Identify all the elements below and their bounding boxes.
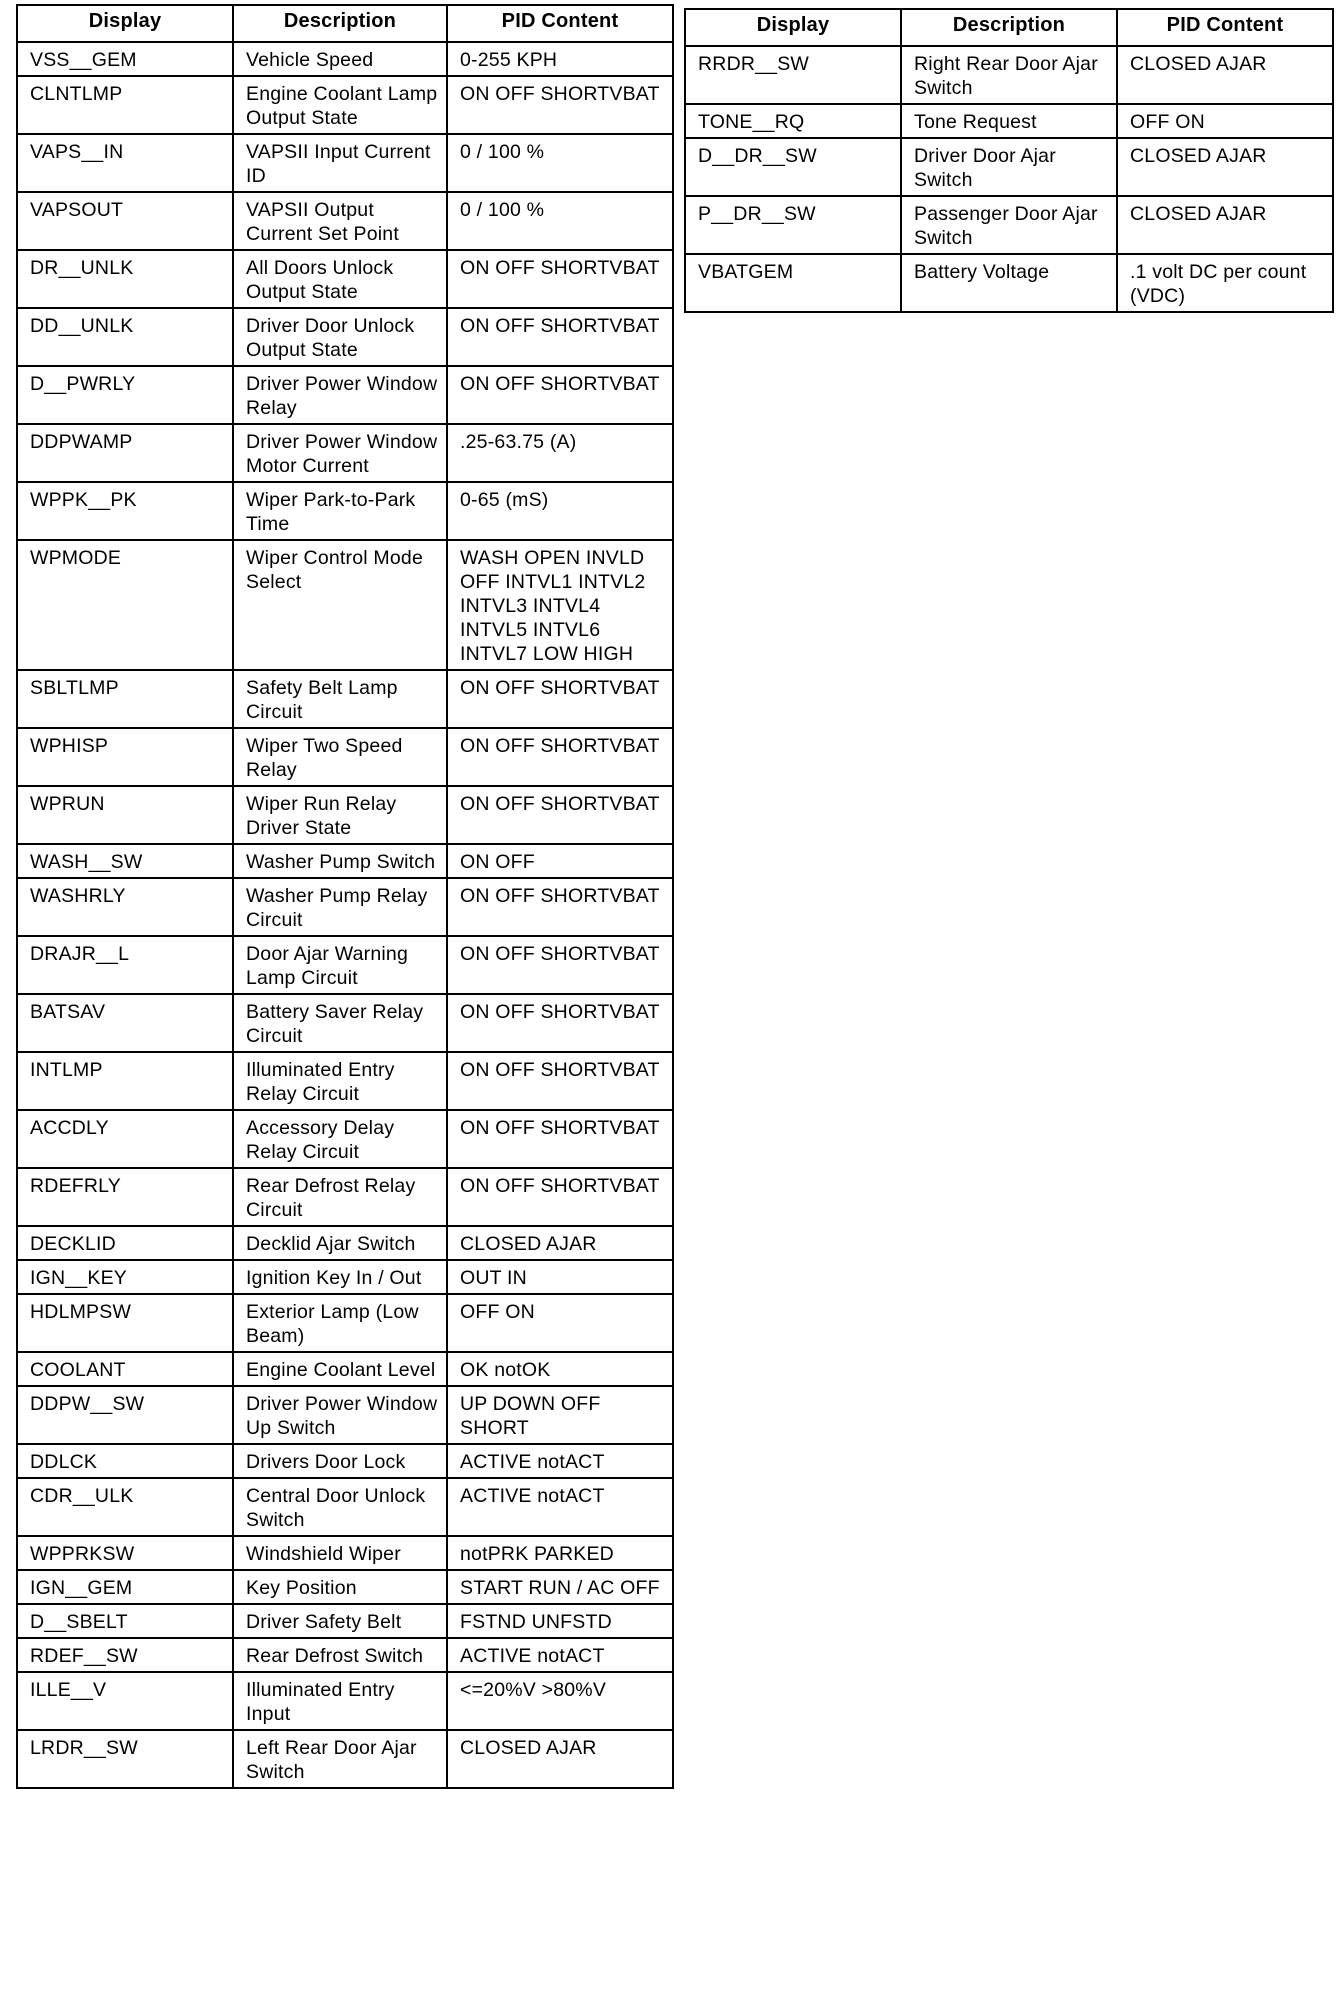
- pid-content-cell: <=20%V >80%V: [447, 1672, 673, 1730]
- description-cell: All Doors Unlock Output State: [233, 250, 447, 308]
- description-cell: Accessory Delay Relay Circuit: [233, 1110, 447, 1168]
- display-cell: RRDR__SW: [685, 46, 901, 104]
- display-cell: WPRUN: [17, 786, 233, 844]
- pid-content-cell: ACTIVE notACT: [447, 1478, 673, 1536]
- table-row: [17, 1604, 673, 1638]
- table-row: [17, 540, 673, 670]
- display-cell: WPMODE: [17, 540, 233, 670]
- description-cell: Rear Defrost Relay Circuit: [233, 1168, 447, 1226]
- pid-content-cell: START RUN / AC OFF: [447, 1570, 673, 1604]
- description-cell: Washer Pump Relay Circuit: [233, 878, 447, 936]
- description-cell: Wiper Park-to-Park Time: [233, 482, 447, 540]
- description-cell: Engine Coolant Level: [233, 1352, 447, 1386]
- display-column-header: Display: [17, 5, 233, 42]
- pid-content-cell: UP DOWN OFF SHORT: [447, 1386, 673, 1444]
- table-row: [17, 1226, 673, 1260]
- display-cell: HDLMPSW: [17, 1294, 233, 1352]
- description-cell: Vehicle Speed: [233, 42, 447, 76]
- pid-content-cell: ON OFF SHORTVBAT: [447, 728, 673, 786]
- table-row: [17, 134, 673, 192]
- display-cell: P__DR__SW: [685, 196, 901, 254]
- description-cell: Wiper Run Relay Driver State: [233, 786, 447, 844]
- description-cell: Driver Power Window Motor Current: [233, 424, 447, 482]
- table-row: [17, 250, 673, 308]
- pid-content-cell: ACTIVE notACT: [447, 1638, 673, 1672]
- table-row: [17, 1444, 673, 1478]
- table-row: [17, 1260, 673, 1294]
- description-cell: Engine Coolant Lamp Output State: [233, 76, 447, 134]
- table-row: [17, 728, 673, 786]
- pid-content-cell: ON OFF SHORTVBAT: [447, 786, 673, 844]
- pid-content-cell: CLOSED AJAR: [1117, 46, 1333, 104]
- display-cell: D__SBELT: [17, 1604, 233, 1638]
- description-cell: Driver Door Ajar Switch: [901, 138, 1117, 196]
- table-row: [17, 936, 673, 994]
- pid-content-cell: 0 / 100 %: [447, 134, 673, 192]
- pid-content-cell: 0-65 (mS): [447, 482, 673, 540]
- table-row: [17, 1168, 673, 1226]
- display-cell: WPPRKSW: [17, 1536, 233, 1570]
- display-cell: RDEF__SW: [17, 1638, 233, 1672]
- pid-content-cell: 0 / 100 %: [447, 192, 673, 250]
- table-row: [685, 254, 1333, 312]
- display-cell: DDLCK: [17, 1444, 233, 1478]
- display-cell: ILLE__V: [17, 1672, 233, 1730]
- table-row: [17, 1386, 673, 1444]
- description-column-header: Description: [901, 9, 1117, 46]
- pid-content-cell: ON OFF SHORTVBAT: [447, 936, 673, 994]
- pid-content-cell: CLOSED AJAR: [1117, 138, 1333, 196]
- description-cell: Wiper Two Speed Relay: [233, 728, 447, 786]
- table-row: [685, 138, 1333, 196]
- pid-content-column-header: PID Content: [447, 5, 673, 42]
- pid-content-column-header: PID Content: [1117, 9, 1333, 46]
- table-row: [17, 844, 673, 878]
- display-cell: D__PWRLY: [17, 366, 233, 424]
- table-row: [17, 308, 673, 366]
- display-cell: DDPWAMP: [17, 424, 233, 482]
- pid-content-cell: WASH OPEN INVLD OFF INTVL1 INTVL2 INTVL3 INTVL4 INTVL5 INTVL6 INTVL7 LOW HIGH: [447, 540, 673, 670]
- pid-content-cell: CLOSED AJAR: [447, 1730, 673, 1788]
- display-cell: VAPSOUT: [17, 192, 233, 250]
- pid-content-cell: ON OFF: [447, 844, 673, 878]
- description-cell: VAPSII Output Current Set Point: [233, 192, 447, 250]
- pid-content-cell: ON OFF SHORTVBAT: [447, 670, 673, 728]
- display-cell: VAPS__IN: [17, 134, 233, 192]
- display-cell: CLNTLMP: [17, 76, 233, 134]
- description-cell: Windshield Wiper: [233, 1536, 447, 1570]
- table-row: [17, 1730, 673, 1788]
- pid-content-cell: ON OFF SHORTVBAT: [447, 878, 673, 936]
- description-cell: Driver Safety Belt: [233, 1604, 447, 1638]
- table-row: [17, 1352, 673, 1386]
- description-cell: Passenger Door Ajar Switch: [901, 196, 1117, 254]
- table-row: [17, 42, 673, 76]
- table-row: [685, 196, 1333, 254]
- display-cell: WPPK__PK: [17, 482, 233, 540]
- description-cell: Driver Power Window Relay: [233, 366, 447, 424]
- description-cell: Illuminated Entry Input: [233, 1672, 447, 1730]
- description-cell: Driver Door Unlock Output State: [233, 308, 447, 366]
- display-cell: DDPW__SW: [17, 1386, 233, 1444]
- description-cell: Drivers Door Lock: [233, 1444, 447, 1478]
- header-row: [17, 5, 673, 42]
- display-cell: DECKLID: [17, 1226, 233, 1260]
- display-cell: WPHISP: [17, 728, 233, 786]
- header-row: [685, 9, 1333, 46]
- description-cell: VAPSII Input Current ID: [233, 134, 447, 192]
- description-cell: Central Door Unlock Switch: [233, 1478, 447, 1536]
- display-cell: VBATGEM: [685, 254, 901, 312]
- pid-table-right: [684, 8, 1334, 313]
- description-cell: Exterior Lamp (Low Beam): [233, 1294, 447, 1352]
- pid-content-cell: ON OFF SHORTVBAT: [447, 1110, 673, 1168]
- display-cell: RDEFRLY: [17, 1168, 233, 1226]
- pid-content-cell: CLOSED AJAR: [447, 1226, 673, 1260]
- table-row: [17, 424, 673, 482]
- description-cell: Decklid Ajar Switch: [233, 1226, 447, 1260]
- description-cell: Wiper Control Mode Select: [233, 540, 447, 670]
- pid-content-cell: ON OFF SHORTVBAT: [447, 308, 673, 366]
- description-cell: Tone Request: [901, 104, 1117, 138]
- pid-content-cell: ON OFF SHORTVBAT: [447, 76, 673, 134]
- pid-content-cell: CLOSED AJAR: [1117, 196, 1333, 254]
- display-cell: LRDR__SW: [17, 1730, 233, 1788]
- description-cell: Door Ajar Warning Lamp Circuit: [233, 936, 447, 994]
- pid-content-cell: ON OFF SHORTVBAT: [447, 994, 673, 1052]
- table-row: [17, 786, 673, 844]
- table-row: [17, 878, 673, 936]
- table-row: [17, 1638, 673, 1672]
- table-row: [17, 1478, 673, 1536]
- pid-content-cell: ON OFF SHORTVBAT: [447, 1168, 673, 1226]
- display-cell: INTLMP: [17, 1052, 233, 1110]
- display-cell: IGN__GEM: [17, 1570, 233, 1604]
- table-row: [17, 1052, 673, 1110]
- table-row: [17, 670, 673, 728]
- display-cell: DRAJR__L: [17, 936, 233, 994]
- display-cell: D__DR__SW: [685, 138, 901, 196]
- description-cell: Ignition Key In / Out: [233, 1260, 447, 1294]
- display-cell: DR__UNLK: [17, 250, 233, 308]
- description-cell: Driver Power Window Up Switch: [233, 1386, 447, 1444]
- display-column-header: Display: [685, 9, 901, 46]
- pid-content-cell: notPRK PARKED: [447, 1536, 673, 1570]
- pid-table-left: [16, 4, 674, 1789]
- description-cell: Rear Defrost Switch: [233, 1638, 447, 1672]
- display-cell: WASHRLY: [17, 878, 233, 936]
- display-cell: VSS__GEM: [17, 42, 233, 76]
- display-cell: CDR__ULK: [17, 1478, 233, 1536]
- table-row: [17, 1570, 673, 1604]
- table-row: [17, 76, 673, 134]
- table-row: [17, 482, 673, 540]
- description-cell: Battery Voltage: [901, 254, 1117, 312]
- table-row: [17, 1110, 673, 1168]
- table-row: [17, 1536, 673, 1570]
- display-cell: IGN__KEY: [17, 1260, 233, 1294]
- pid-content-cell: ON OFF SHORTVBAT: [447, 250, 673, 308]
- pid-content-cell: ON OFF SHORTVBAT: [447, 366, 673, 424]
- display-cell: SBLTLMP: [17, 670, 233, 728]
- table-row: [17, 994, 673, 1052]
- description-cell: Safety Belt Lamp Circuit: [233, 670, 447, 728]
- description-column-header: Description: [233, 5, 447, 42]
- table-row: [17, 1672, 673, 1730]
- pid-content-cell: FSTND UNFSTD: [447, 1604, 673, 1638]
- pid-content-cell: OFF ON: [1117, 104, 1333, 138]
- display-cell: COOLANT: [17, 1352, 233, 1386]
- description-cell: Right Rear Door Ajar Switch: [901, 46, 1117, 104]
- pid-content-cell: OUT IN: [447, 1260, 673, 1294]
- table-row: [685, 104, 1333, 138]
- pid-content-cell: 0-255 KPH: [447, 42, 673, 76]
- display-cell: BATSAV: [17, 994, 233, 1052]
- description-cell: Battery Saver Relay Circuit: [233, 994, 447, 1052]
- table-row: [17, 366, 673, 424]
- description-cell: Left Rear Door Ajar Switch: [233, 1730, 447, 1788]
- table-row: [17, 1294, 673, 1352]
- pid-content-cell: ON OFF SHORTVBAT: [447, 1052, 673, 1110]
- description-cell: Washer Pump Switch: [233, 844, 447, 878]
- table-row: [17, 192, 673, 250]
- pid-content-cell: .1 volt DC per count (VDC): [1117, 254, 1333, 312]
- description-cell: Illuminated Entry Relay Circuit: [233, 1052, 447, 1110]
- description-cell: Key Position: [233, 1570, 447, 1604]
- table-row: [685, 46, 1333, 104]
- pid-content-cell: OK notOK: [447, 1352, 673, 1386]
- display-cell: ACCDLY: [17, 1110, 233, 1168]
- display-cell: DD__UNLK: [17, 308, 233, 366]
- pid-content-cell: .25-63.75 (A): [447, 424, 673, 482]
- pid-content-cell: ACTIVE notACT: [447, 1444, 673, 1478]
- display-cell: TONE__RQ: [685, 104, 901, 138]
- pid-content-cell: OFF ON: [447, 1294, 673, 1352]
- display-cell: WASH__SW: [17, 844, 233, 878]
